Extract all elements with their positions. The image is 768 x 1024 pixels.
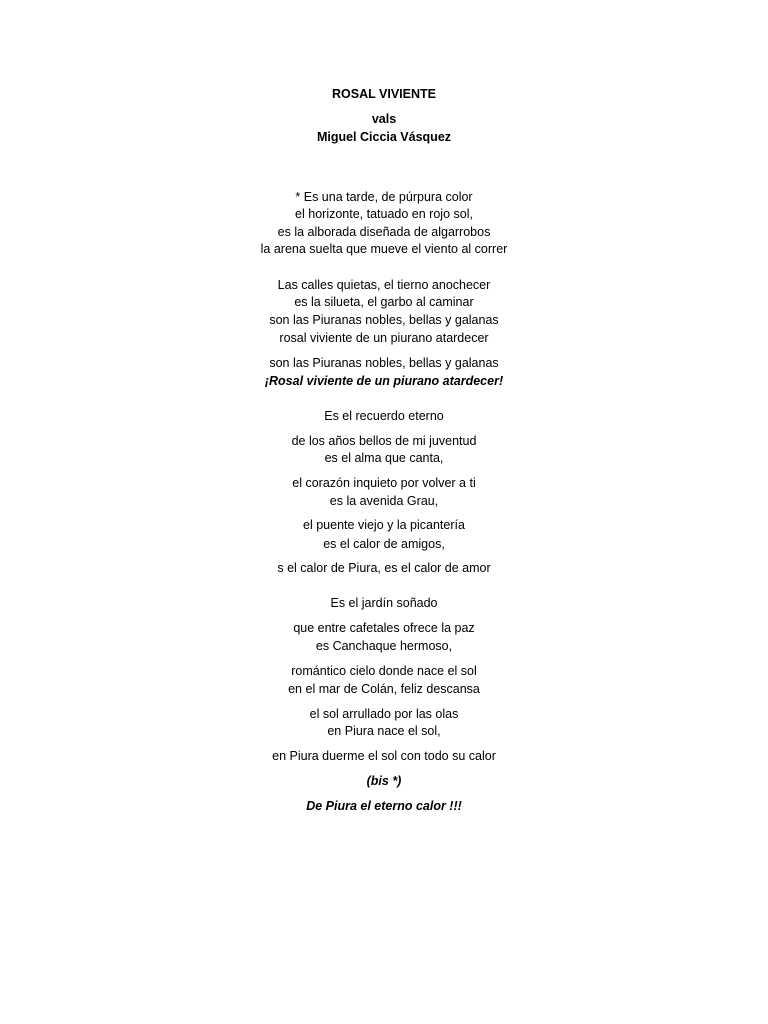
lyric-line: s el calor de Piura, es el calor de amor xyxy=(277,561,491,575)
lyric-line: es la silueta, el garbo al caminar xyxy=(294,295,474,309)
lyric-line: * Es una tarde, de púrpura color xyxy=(295,190,473,204)
song-title: ROSAL VIVIENTE xyxy=(332,87,436,101)
lyric-line: es el alma que canta, xyxy=(324,451,444,465)
lyric-line: Las calles quietas, el tierno anochecer xyxy=(277,278,491,292)
lyric-line: rosal viviente de un piurano atardecer xyxy=(279,331,489,345)
lyric-line: es la avenida Grau, xyxy=(329,494,439,508)
lyric-line: Es el jardín soñado xyxy=(330,596,438,610)
lyric-line: el horizonte, tatuado en rojo sol, xyxy=(295,207,473,221)
lyric-line: Es el recuerdo eterno xyxy=(324,409,444,423)
lyric-line: es el calor de amigos, xyxy=(323,537,445,551)
lyric-line: son las Piuranas nobles, bellas y galanas xyxy=(269,356,499,370)
lyric-line: el puente viejo y la picantería xyxy=(303,518,465,532)
lyric-line: que entre cafetales ofrece la paz xyxy=(293,621,475,635)
song-author: Miguel Ciccia Vásquez xyxy=(316,130,452,144)
lyric-line: romántico cielo donde nace el sol xyxy=(291,664,477,678)
lyric-line-emphasis: ¡Rosal viviente de un piurano atardecer! xyxy=(264,374,504,388)
lyric-line: de los años bellos de mi juventud xyxy=(291,434,477,448)
lyric-line: son las Piuranas nobles, bellas y galanas xyxy=(269,313,499,327)
closing-line: De Piura el eterno calor !!! xyxy=(306,799,462,813)
lyric-line: el sol arrullado por las olas xyxy=(309,707,459,721)
lyric-line: es Canchaque hermoso, xyxy=(315,639,453,653)
lyric-line: en Piura duerme el sol con todo su calor xyxy=(272,749,496,763)
lyric-line: es la alborada diseñada de algarrobos xyxy=(277,225,491,239)
lyric-line: el corazón inquieto por volver a ti xyxy=(292,476,476,490)
song-genre: vals xyxy=(371,112,397,126)
lyric-line: en Piura nace el sol, xyxy=(327,724,441,738)
lyric-line: en el mar de Colán, feliz descansa xyxy=(288,682,480,696)
lyric-line: la arena suelta que mueve el viento al correr xyxy=(260,242,508,256)
repeat-note: (bis *) xyxy=(366,774,402,788)
